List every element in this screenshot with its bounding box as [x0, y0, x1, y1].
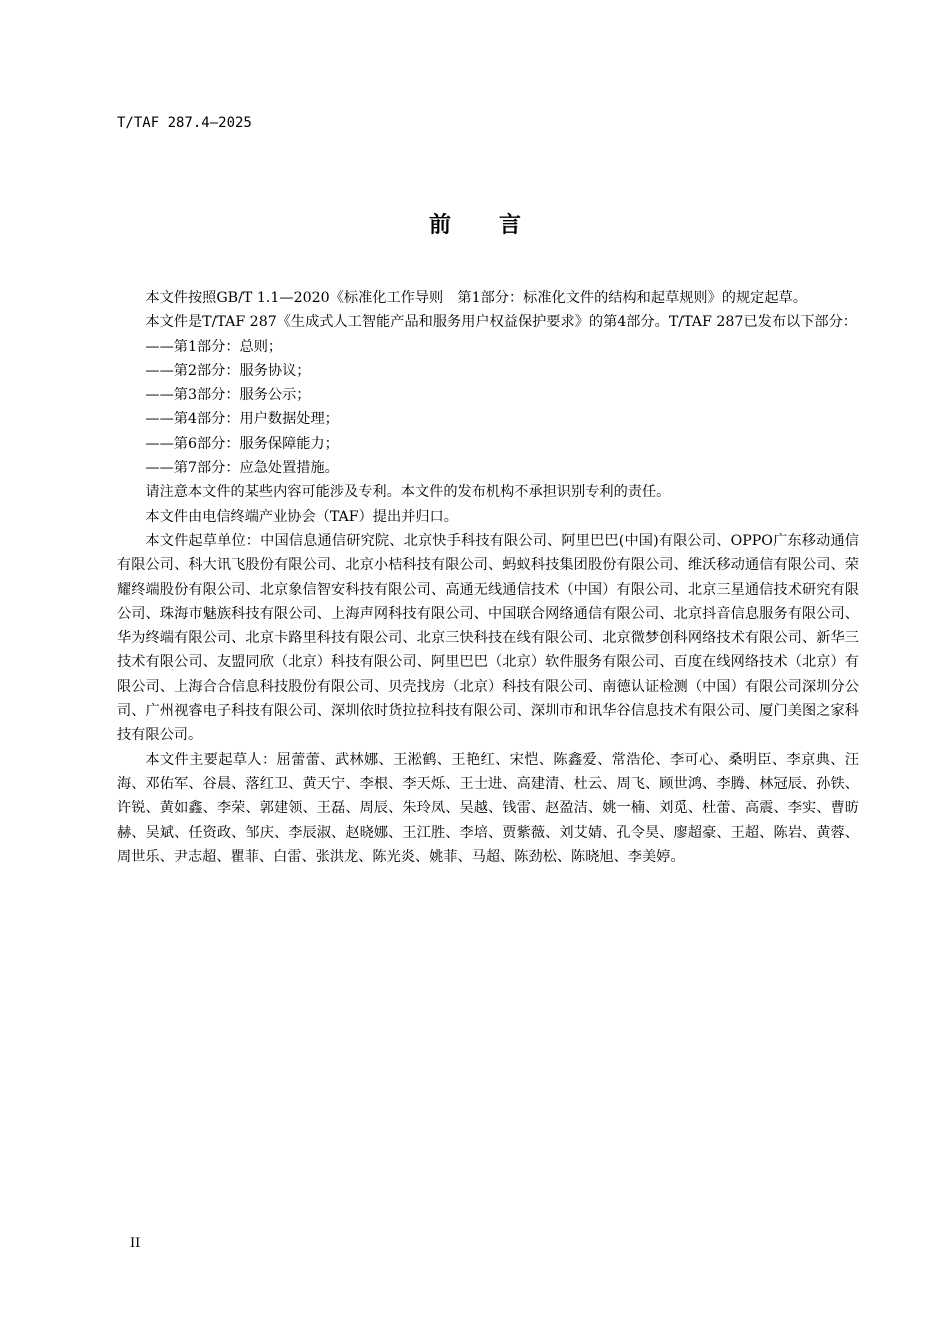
- foreword-body: [117, 286, 859, 869]
- list-item-part: ——第3部分：服务公示；: [145, 387, 311, 404]
- paragraph-drafting-units: 本文件起草单位：中国信息通信研究院、北京快手科技有限公司、阿里巴巴(中国)有限公司、OPPO广东移动通信有限公司、科大讯飞股份有限公司、北京小桔科技有限公司、蚂蚁科技集团股份有限公司、维沃移动通信有限公司、荣耀终端股份有限公司、北京象信智安科技有限公司、高通无线通信技术（中国）有限公司、北京三星通信技术研究有限公司、珠海市魅族科技有限公司、上海声网科技有限公司、中国联合网络通信有限公司、北京抖音信息服务有限公司、华为终端有限公司、北京卡路里科技有限公司、北京三快科技在线有限公司、北京微梦创科网络技术有限公司、新华三技术有限公司、友盟同欣（北京）科技有限公司、阿里巴巴（北京）软件服务有限公司、百度在线网络技术（北京）有限公司、上海合合信息科技股份有限公司、贝壳找房（北京）科技有限公司、南德认证检测（中国）有限公司深圳分公司、广州视睿电子科技有限公司、深圳依时货拉拉科技有限公司、深圳市和讯华谷信息技术有限公司、厦门美图之家科技有限公司。: [117, 532, 859, 744]
- paragraph-patent-notice: 请注意本文件的某些内容可能涉及专利。本文件的发布机构不承担识别专利的责任。: [145, 484, 671, 501]
- list-item-part: ——第2部分：服务协议；: [145, 362, 311, 379]
- paragraph-drafting-rules: 本文件按照GB/T 1.1—2020《标准化工作导则 第1部分：标准化文件的结构和起草规则》的规定起草。: [145, 290, 807, 306]
- list-item-part: ——第6部分：服务保障能力；: [145, 435, 339, 452]
- list-item-part: ——第1部分：总则；: [145, 338, 283, 355]
- paragraph-proposer: 本文件由电信终端产业协会（TAF）提出并归口。: [145, 508, 458, 525]
- list-item-part: ——第4部分：用户数据处理；: [145, 411, 339, 428]
- standard-code: T/TAF 287.4—2025: [117, 115, 252, 131]
- paragraph-series-parts: 本文件是T/TAF 287《生成式人工智能产品和服务用户权益保护要求》的第4部分。T/TAF 287已发布以下部分：: [145, 314, 857, 331]
- page-number: II: [130, 1236, 141, 1251]
- list-item-part: ——第7部分：应急处置措施。: [145, 460, 339, 477]
- page-title: 前言: [428, 213, 569, 238]
- paragraph-drafters: 本文件主要起草人：屈蕾蕾、武林娜、王淞鹤、王艳红、宋恺、陈鑫爱、常浩伦、李可心、桑明臣、李京典、汪海、邓佑军、谷晨、落红卫、黄天宁、李根、李天烁、王士进、高建清、杜云、周飞、顾世鸿、李腾、林冠辰、孙铁、许锐、黄如鑫、李荣、郭建领、王磊、周辰、朱玲凤、吴越、钱雷、赵盈洁、姚一楠、刘觅、杜蕾、高震、李实、曹昉赫、吴斌、任资政、邹庆、李辰淑、赵晓娜、王江胜、李培、贾紫薇、刘艾婧、孔令昊、廖超豪、王超、陈岩、黄蓉、周世乐、尹志超、瞿菲、白雷、张洪龙、陈光炎、姚菲、马超、陈劲松、陈晓旭、李美婷。: [117, 751, 859, 865]
